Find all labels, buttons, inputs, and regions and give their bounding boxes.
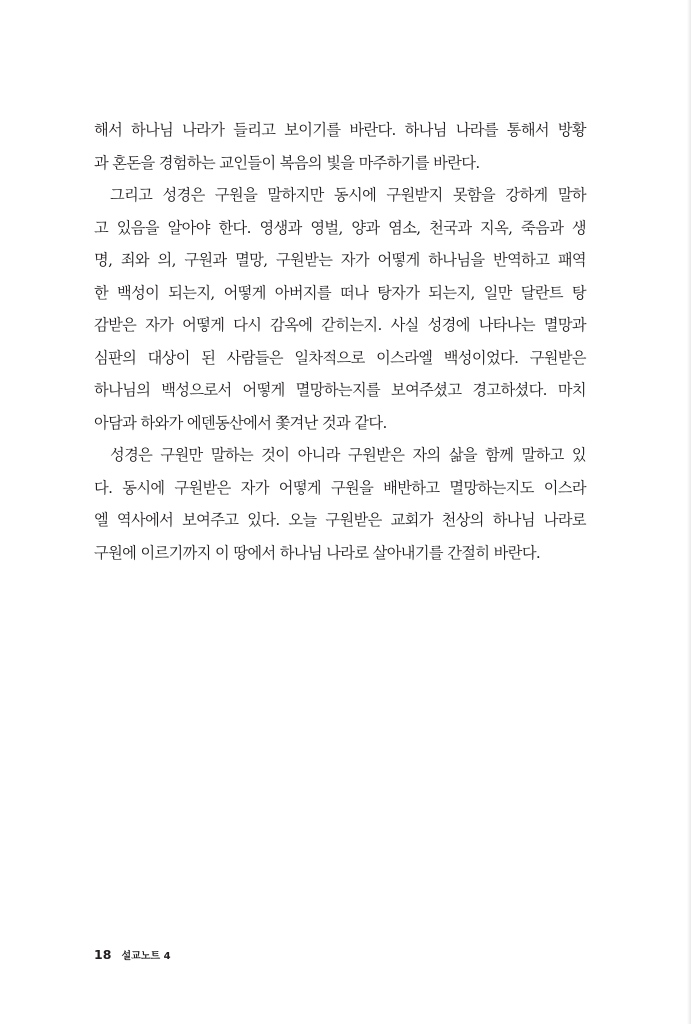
text-line: 다. 동시에 구원받은 자가 어떻게 구원을 배반하고 멸망하는지도 이스라 — [94, 478, 586, 497]
text-line: 구원에 이르기까지 이 땅에서 하나님 나라로 살아내기를 간절히 바란다. — [94, 543, 541, 562]
page-body — [94, 114, 586, 569]
text-line: 그리고 성경은 구원을 말하지만 동시에 구원받지 못함을 강하게 말하 — [110, 186, 586, 204]
text-line: 심판의 대상이 된 사람들은 일차적으로 이스라엘 백성이었다. 구원받은 — [94, 348, 586, 367]
text-line: 엘 역사에서 보여주고 있다. 오늘 구원받은 교회가 천상의 하나님 나라로 — [94, 511, 586, 529]
text-line: 과 혼돈을 경험하는 교인들이 복음의 빛을 마주하기를 바란다. — [94, 153, 480, 172]
text-line: 아담과 하와가 에덴동산에서 쫓겨난 것과 같다. — [94, 413, 387, 432]
text-line: 감받은 자가 어떻게 다시 감옥에 갇히는지. 사실 성경에 나타나는 멸망과 — [94, 316, 586, 334]
page-edge-shadow — [687, 0, 691, 1024]
paragraph — [94, 179, 586, 439]
page-footer — [94, 944, 171, 964]
text-line: 명, 죄와 의, 구원과 멸망, 구원받는 자가 어떻게 하나님을 반역하고 패역 — [94, 251, 586, 269]
text-line: 성경은 구원만 말하는 것이 아니라 구원받은 자의 삶을 함께 말하고 있 — [110, 446, 586, 464]
text-line: 해서 하나님 나라가 들리고 보이기를 바란다. 하나님 나라를 통해서 방황 — [94, 121, 586, 139]
paragraph — [94, 439, 586, 569]
text-line: 고 있음을 알아야 한다. 영생과 영벌, 양과 염소, 천국과 지옥, 죽음과 생 — [94, 218, 586, 237]
text-line: 한 백성이 되는지, 어떻게 아버지를 떠나 탕자가 되는지, 일만 달란트 탕 — [94, 283, 586, 302]
page-number: 18 — [94, 947, 112, 962]
paragraph — [94, 114, 586, 179]
text-line: 하나님의 백성으로서 어떻게 멸망하는지를 보여주셨고 경고하셨다. 마치 — [94, 381, 586, 399]
running-title: 설교노트 4 — [121, 951, 171, 962]
